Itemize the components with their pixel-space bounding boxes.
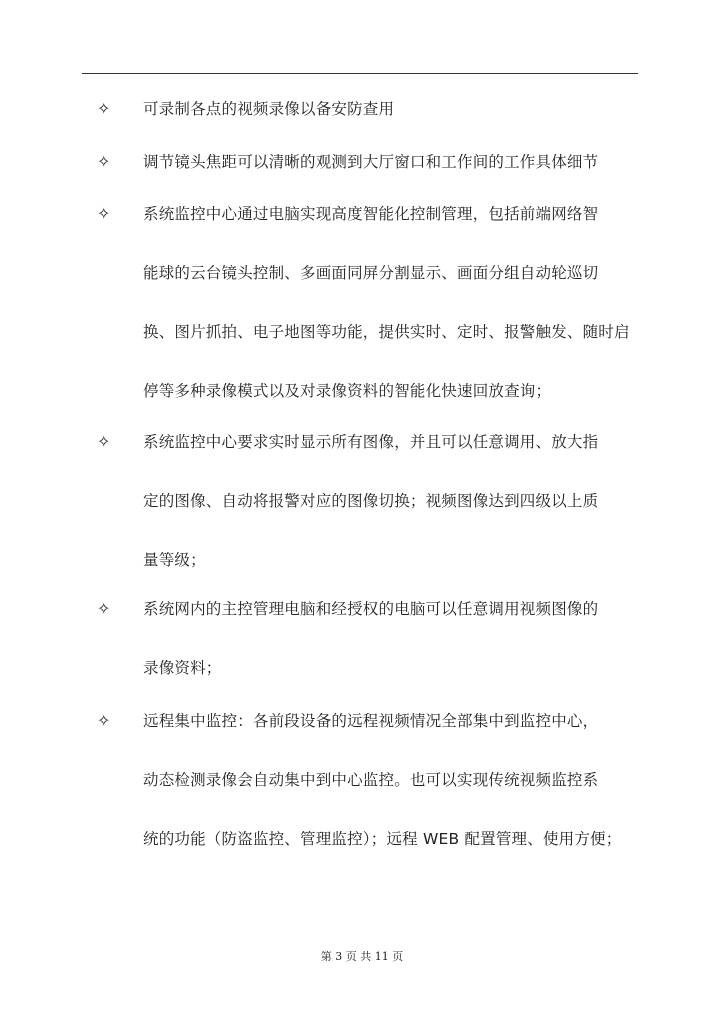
bullet-text-line: 远程集中监控：各前段设备的远程视频情况全部集中到监控中心， [143, 712, 599, 730]
bullet-text-line: 停等多种录像模式以及对录像资料的智能化快速回放查询； [143, 382, 552, 400]
header-rule [82, 73, 638, 74]
bullet-text-line: 录像资料； [143, 659, 222, 677]
bullet-text-line: 能球的云台镜头控制、多画面同屏分割显示、画面分组自动轮巡切 [143, 264, 599, 282]
bullet-text-line: 调节镜头焦距可以清晰的观测到大厅窗口和工作间的工作具体细节 [143, 153, 599, 171]
bullet-text-line: 系统监控中心通过电脑实现高度智能化控制管理，包括前端网络智 [143, 205, 599, 223]
diamond-star-icon: ✧ [97, 599, 111, 618]
bullet-text-line: 量等级； [143, 551, 206, 569]
diamond-star-icon: ✧ [97, 711, 111, 730]
diamond-star-icon: ✧ [97, 432, 111, 451]
diamond-star-icon: ✧ [97, 152, 111, 171]
bullet-text-line: 动态检测录像会自动集中到中心监控。也可以实现传统视频监控系 [143, 771, 599, 789]
bullet-text-line: 可录制各点的视频录像以备安防查用 [143, 100, 395, 118]
page-footer: 第 3 页 共 11 页 [320, 950, 404, 963]
diamond-star-icon: ✧ [97, 99, 111, 118]
diamond-star-icon: ✧ [97, 204, 111, 223]
bullet-text-line: 换、图片抓拍、电子地图等功能，提供实时、定时、报警触发、随时启 [143, 323, 630, 341]
bullet-text-line: 系统监控中心要求实时显示所有图像，并且可以任意调用、放大指 [143, 433, 599, 451]
bullet-text-line: 定的图像、自动将报警对应的图像切换；视频图像达到四级以上质 [143, 492, 599, 510]
bullet-text-line: 统的功能（防盗监控、管理监控）；远程 WEB 配置管理、使用方便； [143, 830, 622, 848]
bullet-text-line: 系统网内的主控管理电脑和经授权的电脑可以任意调用视频图像的 [143, 600, 599, 618]
